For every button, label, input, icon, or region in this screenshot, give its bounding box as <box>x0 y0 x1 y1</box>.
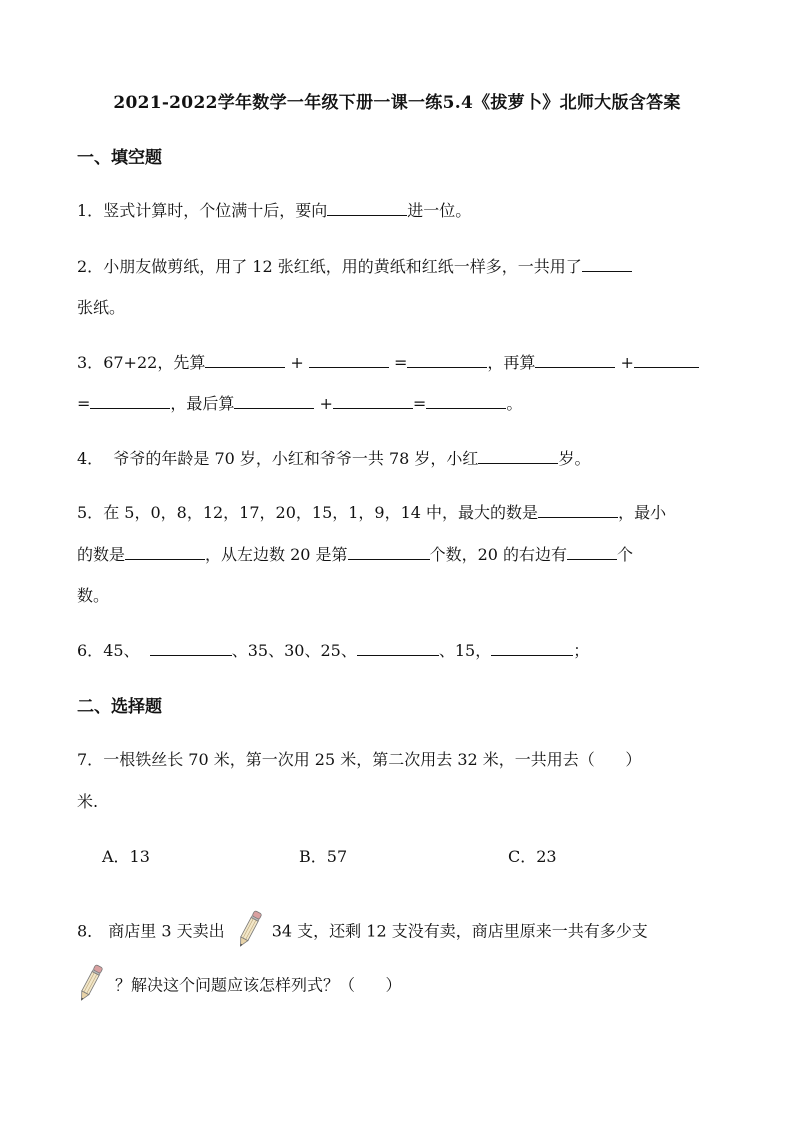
question-text: ，再算 <box>487 353 536 372</box>
option-c[interactable]: C．23 <box>508 847 557 866</box>
question-7 <box>77 747 641 770</box>
pencil-icon <box>236 908 262 956</box>
answer-blank[interactable] <box>234 394 314 409</box>
plus-sign: + <box>290 353 304 372</box>
option-b[interactable]: B．57 <box>299 847 348 866</box>
question-3 <box>77 350 699 373</box>
question-3-cont <box>77 391 522 414</box>
pencil-icon <box>77 962 103 1010</box>
question-number: 2． <box>77 257 104 276</box>
question-text: 的数是 <box>77 545 126 564</box>
question-text: 34 支，还剩 12 支没有卖，商店里原来一共有多少支 <box>271 921 648 941</box>
question-text: 张纸。 <box>77 298 126 317</box>
page-title: 2021-2022学年数学一年级下册一课一练5.4《拔萝卜》北师大版含答案 <box>113 93 681 113</box>
answer-blank[interactable] <box>150 641 232 656</box>
question-text: 米. <box>77 792 99 811</box>
question-text: 个数，20 的右边有 <box>429 545 568 564</box>
question-text: 一根铁丝长 70 米，第一次用 25 米，第二次用去 32 米，一共用去（ <box>103 750 595 769</box>
question-number: 7． <box>77 750 104 769</box>
question-text: ？解决这个问题应该怎样列式？（ <box>115 975 356 995</box>
answer-blank[interactable] <box>205 353 285 368</box>
answer-blank[interactable] <box>478 449 558 464</box>
equals-sign: = <box>77 394 91 413</box>
question-text: ； <box>573 641 590 660</box>
plus-sign: + <box>319 394 333 413</box>
option-a[interactable]: A．13 <box>102 847 150 866</box>
question-1 <box>77 198 471 221</box>
answer-blank[interactable] <box>407 353 487 368</box>
plus-sign: + <box>620 353 634 372</box>
answer-blank[interactable] <box>582 257 632 272</box>
question-text: 。 <box>506 394 523 413</box>
question-8 <box>77 908 648 956</box>
question-4 <box>77 446 590 469</box>
answer-blank[interactable] <box>538 503 618 518</box>
answer-blank[interactable] <box>567 545 617 560</box>
question-text: ，最后算 <box>170 394 235 413</box>
section-multiple-choice: 二、选择题 <box>77 697 162 717</box>
question-6 <box>77 638 589 661</box>
question-text: ） <box>625 750 642 769</box>
answer-blank[interactable] <box>634 353 699 368</box>
question-text: 45、 <box>103 641 140 660</box>
question-number: 5． <box>77 503 104 522</box>
answer-blank[interactable] <box>357 641 439 656</box>
question-text: 个 <box>617 545 634 564</box>
question-number: 1． <box>77 201 104 220</box>
question-text: 岁。 <box>558 449 591 468</box>
question-text: 在 5，0，8，12，17，20，15，1，9，14 中，最大的数是 <box>103 503 539 522</box>
answer-blank[interactable] <box>426 394 506 409</box>
question-text: 爷爷的年龄是 70 岁，小红和爷爷一共 78 岁，小红 <box>113 449 479 468</box>
question-2 <box>77 254 632 277</box>
answer-blank[interactable] <box>491 641 573 656</box>
question-text: 67+22，先算 <box>103 353 206 372</box>
question-5 <box>77 500 666 523</box>
answer-blank[interactable] <box>348 545 430 560</box>
answer-blank[interactable] <box>90 394 170 409</box>
question-text: 竖式计算时，个位满十后，要向 <box>103 201 328 220</box>
question-2-cont <box>77 295 125 318</box>
question-text: 数。 <box>77 586 110 605</box>
question-text: 商店里 3 天卖出 <box>108 921 225 941</box>
question-number: 3． <box>77 353 104 372</box>
answer-blank[interactable] <box>309 353 389 368</box>
question-8-cont <box>77 962 402 1010</box>
question-7-cont <box>77 789 98 812</box>
question-text: 进一位。 <box>407 201 472 220</box>
question-text: ，从左边数 20 是第 <box>205 545 348 564</box>
question-number: 6． <box>77 641 104 660</box>
question-text: 、15， <box>438 641 492 660</box>
equals-sign: = <box>412 394 427 413</box>
question-text: 小朋友做剪纸，用了 12 张红纸，用的黄纸和红纸一样多，一共用了 <box>103 257 582 276</box>
question-text: 、35、30、25、 <box>231 641 357 660</box>
question-5-cont2 <box>77 583 109 606</box>
question-text: ） <box>385 975 402 995</box>
answer-blank[interactable] <box>327 201 407 216</box>
question-number: 4． <box>77 449 104 468</box>
question-text: ，最小 <box>618 503 667 522</box>
question-5-cont <box>77 542 633 565</box>
question-number: 8． <box>77 921 104 941</box>
answer-blank[interactable] <box>125 545 205 560</box>
equals-sign: = <box>394 353 408 372</box>
section-fill-in: 一、填空题 <box>77 148 162 168</box>
answer-blank[interactable] <box>333 394 413 409</box>
answer-blank[interactable] <box>535 353 615 368</box>
